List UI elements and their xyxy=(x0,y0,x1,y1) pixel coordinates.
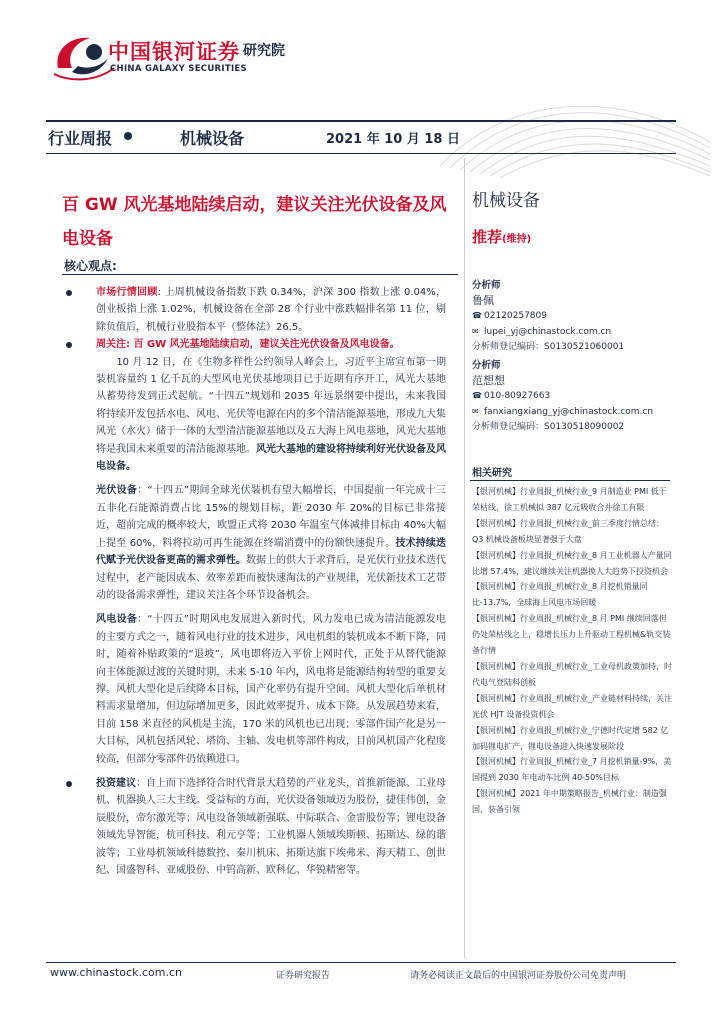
email-icon: ✉ xyxy=(472,327,479,336)
report-title: 百 GW 风光基地陆续启动，建议关注光伏设备及风电设备 xyxy=(62,195,447,249)
decorative-waves xyxy=(440,88,720,178)
analyst-heading: 分析师 xyxy=(472,280,501,291)
weekly-focus-label: 周关注: 百 GW 风光基地陆续启动，建议关注光伏设备及风电设备。 xyxy=(96,339,400,351)
weekly-focus xyxy=(96,336,446,353)
rating xyxy=(472,226,531,247)
related-item[interactable]: 【银河机械】行业周报_机械行业_8 月工业机器人产量同比增 57.4%，建议继续关注机器换人大趋势下投资机会 xyxy=(472,550,672,576)
sector-label: 机械设备 xyxy=(180,129,245,148)
investment-advice: 投资建议：自上而下选择符合时代背景大趋势的产业龙头，首推新能源、工业母机、机器换人三大主线。受益标的方面，光伏设备领域迈为股份，捷佳伟创，金辰股份，帝尔激光等；风电设备领域新强联、中际联合、金雷股份等；锂电设备领域先导智能，杭可科技、利元亨等；工业机器人领域埃斯顿、拓斯达、绿的谐波等；工业母机领域科德数控、秦川机床、拓斯达旗下埃弗米、海天精工、创世纪、国盛智科、亚威股份、中钨高新、欧科亿、华锐精密等。 xyxy=(96,775,446,879)
phone-icon: ☎ xyxy=(472,311,482,320)
market-review-text: : 上周机械设备指数下跌 0.34%，沪深 300 指数上涨 0.04%，创业板指上涨 1.02%，机械设备在全部 28 个行业中涨跌幅排名第 11 位，剔除负值后，机械行业股指本平（整体法）26.5。 xyxy=(96,287,446,333)
rating-sub: (维持) xyxy=(502,234,532,245)
related-item[interactable]: 【银河机械】行业周报_机械行业_产业链材料持续，关注光伏 HJT 设备投资机会 xyxy=(472,693,672,719)
header-rule xyxy=(46,120,676,122)
wind-section: 风电设备：“十四五”时期风电发展进入新时代，风力发电已成为清洁能源发电的主要方式之一，随着风电行业的技术进步，风电机组的装机成本不断下降，同时，随着补贴政策的“退坡”，风电即将迈入平价上网时代，正处于从替代能源向主体能源过渡的关键时期，未来 5-10 年内，风电将是能源结构转型的重要支撑。风机大型化是后续降本目标，国产化率仍有提升空间。风机大型化后单机材料需求量增加，但边际增加更多，因此效率提升、成本下降。从发展趋势来看，目前 158 米直径的风机是主流，170 米的风机也已出现；零部件国产化是另一大目标，风机包括风轮、塔筒、主轴、发电机等部件构成，目前风机国产化程度较高，但部分零部件仍依赖进口。 xyxy=(96,614,446,765)
related-item[interactable]: 【银河机械】行业周报_机械行业_8 月挖机销量同比-13.7%，全球海上风电市场回暖 xyxy=(472,582,648,608)
analyst-name: 鲁佩 xyxy=(472,294,494,307)
weekly-focus-detail: 10 月 12 日，在《生物多样性公约领导人峰会上，习近平主席宣布第一期装机容量约 1 亿千瓦的大型风电光伏基地项目已于近期有序开工，风光大基地从蓄势待发到正式起航。“十四五”规划和 2035 年远景纲要中提出，未来我国将持续开发包括水电、风电、光伏等电源在内的多个清洁能源基地，形成九大集风光（水火）储于一体的大型清洁能源基地以及五大海上风电基地，风光大基地将是我国未来重要的清洁能源基地。风光大基地的建设将持续利好光伏设备及风电设备。 xyxy=(96,356,446,473)
analyst-phone: 02120257809 xyxy=(484,311,547,321)
analyst-email[interactable]: lupei_yj@chinastock.com.cn xyxy=(484,327,612,337)
sidebar-sector: 机械设备 xyxy=(472,191,540,211)
footer-label: 证券研究报告 xyxy=(276,971,331,981)
analyst-name: 范想想 xyxy=(472,374,505,387)
analyst-1 xyxy=(472,278,624,355)
related-item[interactable]: 【银河机械】行业周报_机械行业_宁德时代定增 582 亿加码锂电扩产，锂电设备迎入快速发展阶段 xyxy=(472,725,669,751)
phone-icon: ☎ xyxy=(472,391,482,400)
related-item[interactable]: 【银河机械】2021 年中期策略报告_机械行业：制造强国，装备引领 xyxy=(472,789,667,815)
weekly-focus-conclusion: 风光大基地的建设将持续利好光伏设备及风电设备。 xyxy=(96,443,446,473)
email-icon: ✉ xyxy=(472,407,479,416)
main-body xyxy=(96,284,446,879)
analyst-cert: 分析师登记编码：S0130521060001 xyxy=(472,342,625,352)
analyst-email[interactable]: fanxiangxiang_yj@chinastock.com.cn xyxy=(484,407,654,417)
footer-url[interactable]: www.chinastock.com.cn xyxy=(50,966,182,979)
market-review-label: 市场行情回顾 xyxy=(96,287,158,298)
related-rule xyxy=(470,480,670,481)
related-item[interactable]: 【银河机械】行业周报_机械行业_8 月 PMI 继续回落但仍处荣枯线之上，稳增长压力上升驱动工程机械&轨交装备行情 xyxy=(472,614,671,656)
related-item[interactable]: 【银河机械】行业周报_机械行业_前三季度行情总结：Q3 机械设备板块显著强于大盘 xyxy=(472,518,664,544)
core-rule xyxy=(62,274,458,275)
investment-label: 投资建议 xyxy=(96,777,136,789)
pv-highlight: 技术持续迭代赋予光伏设备更高的需求弹性。 xyxy=(96,537,447,567)
related-item[interactable]: 【银河机械】行业周报_机械行业_7 月挖机销量-9%，美国提到 2030 年电动车比例 40-50%目标 xyxy=(472,757,672,783)
related-research-list xyxy=(472,484,672,818)
related-research-heading: 相关研究 xyxy=(472,468,512,479)
pv-label: 光伏设备 xyxy=(96,485,138,497)
footer-disclaimer: 请务必阅读正文最后的中国银河证券股份公司免责声明 xyxy=(410,971,627,981)
analyst-phone: 010-80927663 xyxy=(484,391,551,401)
analyst-heading: 分析师 xyxy=(472,360,501,371)
report-date: 2021 年 10 月 18 日 xyxy=(326,132,460,147)
report-type: 行业周报 xyxy=(48,129,113,148)
column-divider xyxy=(464,158,465,958)
header-bar-rule xyxy=(46,153,676,154)
analyst-2 xyxy=(472,358,653,435)
pv-section: 光伏设备：“十四五”期间全球光伏装机有望大幅增长，中国提前一年完成十三五非化石能源消费占比 15%的规划目标，距 2030 年 20%的目标已非常接近，超前完成的概率较大，欧盟正式将 2030 年温室气体减排目标由 40%大幅上提至 60%，料将拉动可再生能源在终端消费中的份额快速提升。技术持续迭代赋予光伏设备更高的需求弹性。数据上的供大于求背后，是光伏行业技术迭代过程中，老产能因成本、效率差距而被快速淘汰的产业规律，光伏新技术工艺带动的设备需求弹性，建议关注各个环节设备机会。 xyxy=(96,485,447,601)
market-review xyxy=(96,284,446,336)
footer-rule xyxy=(46,962,676,963)
related-item[interactable]: 【银河机械】行业周报_机械行业_9 月制造业 PMI 低于荣枯线，徐工机械拟 387 亿元吸收合并徐工有限 xyxy=(472,487,667,512)
wind-label: 风电设备 xyxy=(96,614,138,626)
analyst-cert: 分析师登记编码：S0130518090002 xyxy=(472,422,625,432)
brand-name-cn: 中国银河证券 xyxy=(108,40,240,64)
brand-name-en: CHINA GALAXY SECURITIES xyxy=(110,64,247,74)
rating-value: 推荐 xyxy=(472,228,503,246)
separator-dot xyxy=(124,132,132,140)
core-heading: 核心观点: xyxy=(64,259,117,273)
related-item[interactable]: 【银河机械】行业周报_机械行业_工业母机政策加持，时代电气登陆科创板 xyxy=(472,661,672,687)
brand-suffix: 研究院 xyxy=(243,43,285,59)
